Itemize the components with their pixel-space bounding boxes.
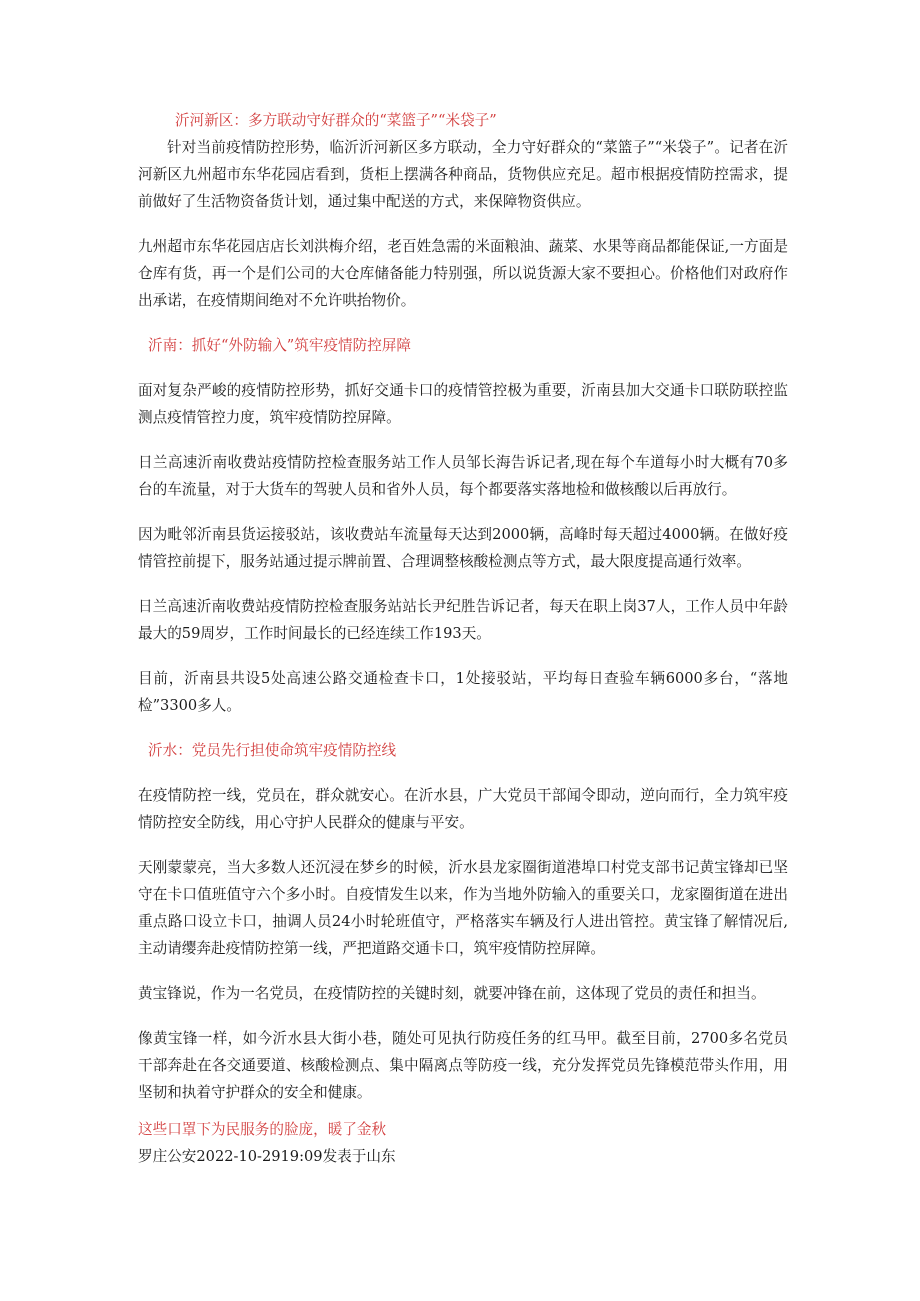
paragraph: 面对复杂严峻的疫情防控形势，抓好交通卡口的疫情管控极为重要，沂南县加大交通卡口联防联控监测点疫情管控力度，筑牢疫情防控屏障。 bbox=[138, 382, 788, 426]
paragraph: 天刚蒙蒙亮，当大多数人还沉浸在梦乡的时候，沂水县龙家圈街道港埠口村党支部书记黄宝锋却已坚守在卡口值班值守六个多小时。自疫情发生以来，作为当地外防输入的重要关口，龙家圈街道在进出重点路口设立卡口，抽调人员24小时轮班值守，严格落实车辆及行人进出管控。黄宝锋了解情况后,主动请缨奔赴疫情防控第一线，严把道路交通卡口，筑牢疫情防控屏障。 bbox=[138, 859, 788, 957]
paragraph: 因为毗邻沂南县货运接驳站，该收费站车流量每天达到2000辆，高峰时每天超过4000辆。在做好疫情管控前提下，服务站通过提示牌前置、合理调整核酸检测点等方式，最大限度提高通行效率。 bbox=[138, 526, 788, 570]
paragraph: 像黄宝锋一样，如今沂水县大街小巷，随处可见执行防疫任务的红马甲。截至目前，2700多名党员干部奔赴在各交通要道、核酸检测点、集中隔离点等防疫一线，充分发挥党员先锋模范带头作用，用坚韧和执着守护群众的安全和健康。 bbox=[138, 1030, 788, 1101]
paragraph: 在疫情防控一线，党员在，群众就安心。在沂水县，广大党员干部闻令即动，逆向而行，全力筑牢疫情防控安全防线，用心守护人民群众的健康与平安。 bbox=[138, 787, 788, 831]
paragraph: 黄宝锋说，作为一名党员，在疫情防控的关键时刻，就要冲锋在前，这体现了党员的责任和担当。 bbox=[138, 985, 766, 1002]
article-body bbox=[138, 107, 788, 1170]
footer-byline: 罗庄公安2022-10-2919:09发表于山东 bbox=[138, 1148, 396, 1165]
paragraph: 目前，沂南县共设5处高速公路交通检查卡口，1处接驳站，平均每日查验车辆6000多台，“落地检”3300多人。 bbox=[138, 670, 788, 714]
footer-article-title: 这些口罩下为民服务的脸庞，暖了金秋 bbox=[138, 1121, 387, 1138]
section-heading-yishui: 沂水：党员先行担使命筑牢疫情防控线 bbox=[148, 742, 397, 759]
paragraph: 九州超市东华花园店店长刘洪梅介绍，老百姓急需的米面粮油、蔬菜、水果等商品都能保证,一方面是仓库有货，再一个是们公司的大仓库储备能力特别强，所以说货源大家不要担心。价格他们对政府作出承诺，在疫情期间绝对不允许哄抬物价。 bbox=[138, 238, 788, 309]
paragraph: 针对当前疫情防控形势，临沂沂河新区多方联动，全力守好群众的“菜篮子”“米袋子”。记者在沂河新区九州超市东华花园店看到，货柜上摆满各种商品，货物供应充足。超市根据疫情防控需求，提前做好了生活物资备货计划，通过集中配送的方式，来保障物资供应。 bbox=[138, 139, 788, 210]
paragraph: 日兰高速沂南收费站疫情防控检查服务站工作人员邹长海告诉记者,现在每个车道每小时大概有70多台的车流量，对于大货车的驾驶人员和省外人员，每个都要落实落地检和做核酸以后再放行。 bbox=[138, 454, 788, 498]
section-heading-yihe: 沂河新区：多方联动守好群众的“菜篮子”“米袋子” bbox=[175, 112, 497, 129]
section-heading-yinan: 沂南：抓好“外防输入”筑牢疫情防控屏障 bbox=[148, 337, 412, 354]
paragraph: 日兰高速沂南收费站疫情防控检查服务站站长尹纪胜告诉记者，每天在职上岗37人，工作人员中年龄最大的59周岁，工作时间最长的已经连续工作193天。 bbox=[138, 598, 788, 642]
